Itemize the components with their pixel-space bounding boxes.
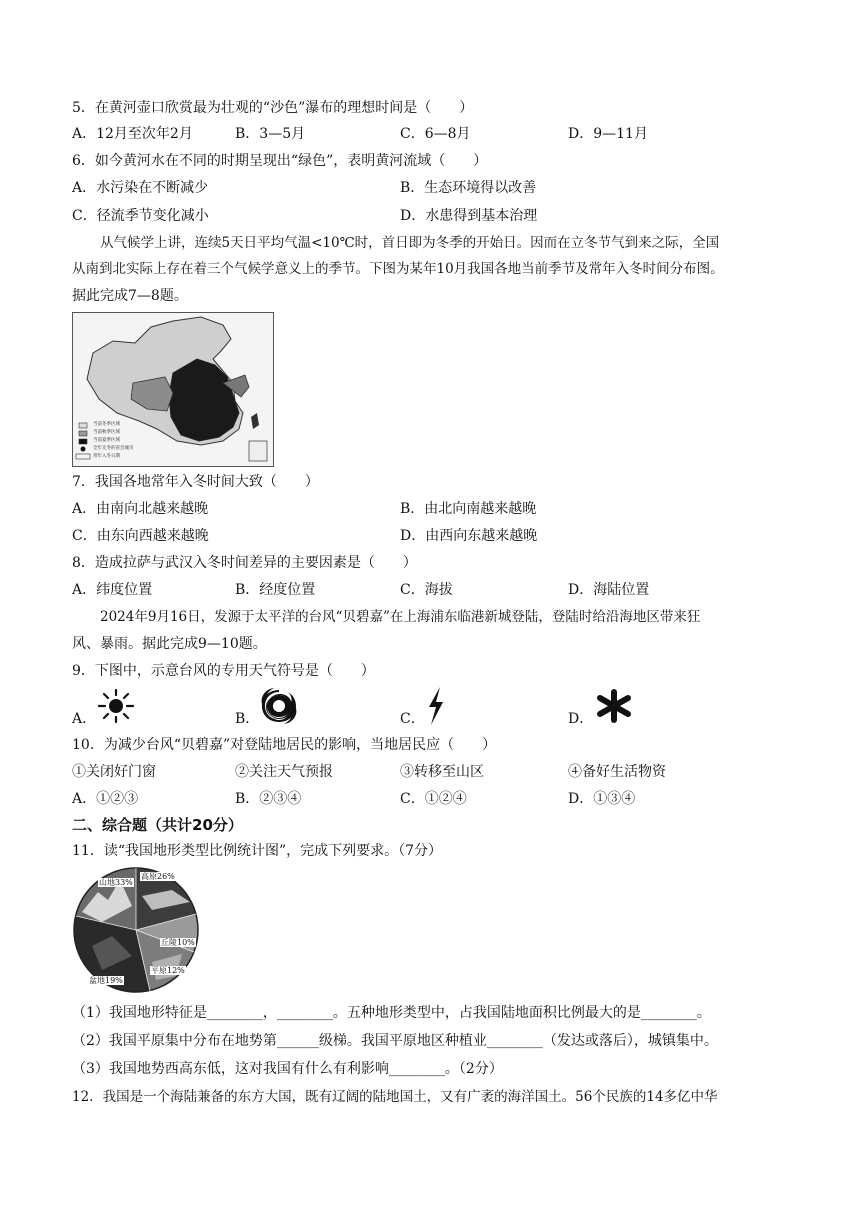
map-legend-autumn: 当前秋季区域 bbox=[93, 430, 120, 435]
q11-stem: 11．读“我国地形类型比例统计图”，完成下列要求。（7分） bbox=[72, 843, 443, 859]
passage-9-10-line1: 2024年9月16日，发源于太平洋的台风“贝碧嘉”在上海浦东临港新城登陆，登陆时给沿海地区带来狂 bbox=[100, 609, 701, 625]
q7-option-a: A．由南向北越来越晚 bbox=[72, 501, 209, 517]
pie-label-hills: 丘陵10% bbox=[161, 938, 195, 947]
q10-option-d: D．①③④ bbox=[568, 791, 636, 807]
terrain-pie-figure bbox=[72, 866, 200, 994]
map-legend-winter-date: 常年入冬日期 bbox=[93, 454, 120, 459]
q11-sub1: （1）我国地形特征是________，________。五种地形类型中，占我国陆地面积比例最大的是________。 bbox=[72, 1005, 711, 1021]
q7-option-d: D．由西向东越来越晚 bbox=[400, 528, 538, 544]
q5-option-c: C．6—8月 bbox=[400, 126, 471, 142]
q10-item-1: ①关闭好门窗 bbox=[72, 764, 156, 780]
sun-icon bbox=[94, 688, 138, 724]
q10-stem: 10．为减少台风“贝碧嘉”对登陆地居民的影响，当地居民应（ ） bbox=[72, 737, 497, 753]
q10-option-b: B．②③④ bbox=[235, 791, 302, 807]
q7-option-b: B．由北向南越来越晚 bbox=[400, 501, 537, 517]
q8-option-d: D．海陆位置 bbox=[568, 582, 650, 598]
q8-option-c: C．海拔 bbox=[400, 582, 453, 598]
q9-stem: 9．下图中，示意台风的专用天气符号是（ ） bbox=[72, 663, 375, 679]
pie-label-mountain: 山地33% bbox=[99, 878, 133, 887]
passage-9-10-line2: 风、暴雨。据此完成9—10题。 bbox=[72, 636, 267, 652]
q9-option-c: C． bbox=[400, 711, 425, 727]
q8-option-a: A．纬度位置 bbox=[72, 582, 153, 598]
q9-option-a: A． bbox=[72, 711, 97, 727]
q9-option-d: D． bbox=[568, 711, 594, 727]
passage-7-8-line3: 据此完成7—8题。 bbox=[72, 288, 188, 304]
passage-7-8-line2: 从南到北实际上存在着三个气候学意义上的季节。下图为某年10月我国各地当前季节及常年入冬时间分布图。 bbox=[72, 261, 724, 277]
q5-option-b: B．3—5月 bbox=[235, 126, 306, 142]
snow-icon bbox=[592, 688, 636, 724]
q12-stem: 12．我国是一个海陆兼备的东方大国，既有辽阔的陆地国土，又有广袤的海洋国土。56个民族的14多亿中华 bbox=[72, 1089, 718, 1105]
q10-item-4: ④备好生活物资 bbox=[568, 764, 666, 780]
passage-7-8-line1: 从气候学上讲，连续5天日平均气温<10℃时，首日即为冬季的开始日。因而在立冬节气到来之际，全国 bbox=[100, 235, 720, 251]
q6-option-d: D．水患得到基本治理 bbox=[400, 208, 538, 224]
q10-item-2: ②关注天气预报 bbox=[235, 764, 333, 780]
q6-option-b: B．生态环境得以改善 bbox=[400, 180, 537, 196]
q11-sub3: （3）我国地势西高东低，这对我国有什么有利影响________。（2分） bbox=[72, 1061, 503, 1077]
q7-option-c: C．由东向西越来越晚 bbox=[72, 528, 209, 544]
q8-stem: 8．造成拉萨与武汉入冬时间差异的主要因素是（ ） bbox=[72, 555, 417, 571]
pie-label-plain: 平原12% bbox=[151, 966, 185, 975]
q7-stem: 7．我国各地常年入冬时间大致（ ） bbox=[72, 474, 319, 490]
q9-option-b: B． bbox=[235, 711, 260, 727]
q6-stem: 6．如今黄河水在不同的时期呈现出“绿色”，表明黄河流域（ ） bbox=[72, 153, 488, 169]
q8-option-b: B．经度位置 bbox=[235, 582, 316, 598]
q10-option-a: A．①②③ bbox=[72, 791, 139, 807]
q5-option-d: D．9—11月 bbox=[568, 126, 648, 142]
q6-option-c: C．径流季节变化减小 bbox=[72, 208, 209, 224]
q11-sub2: （2）我国平原集中分布在地势第______级梯。我国平原地区种植业________（发达或落后），城镇集中。 bbox=[72, 1033, 718, 1049]
q5-option-a: A．12月至次年2月 bbox=[72, 126, 193, 142]
pie-label-basin: 盆地19% bbox=[89, 976, 123, 985]
map-legend-winter: 当前冬季区域 bbox=[93, 422, 120, 427]
lightning-icon bbox=[424, 686, 448, 726]
q5-stem: 5．在黄河壶口欣赏最为壮观的“沙色”瀑布的理想时间是（ ） bbox=[72, 100, 474, 116]
q6-option-a: A．水污染在不断减少 bbox=[72, 180, 209, 196]
map-legend-no-winter-capital: 全年无冬的省会城市 bbox=[93, 446, 134, 451]
china-winter-map-figure bbox=[72, 312, 274, 467]
section-2-title: 二、综合题（共计20分） bbox=[72, 816, 243, 834]
q10-item-3: ③转移至山区 bbox=[400, 764, 484, 780]
q10-option-c: C．①②④ bbox=[400, 791, 467, 807]
pie-label-plateau: 高原26% bbox=[141, 872, 175, 881]
map-legend-summer: 当前夏季区域 bbox=[93, 438, 120, 443]
typhoon-icon bbox=[258, 686, 300, 726]
